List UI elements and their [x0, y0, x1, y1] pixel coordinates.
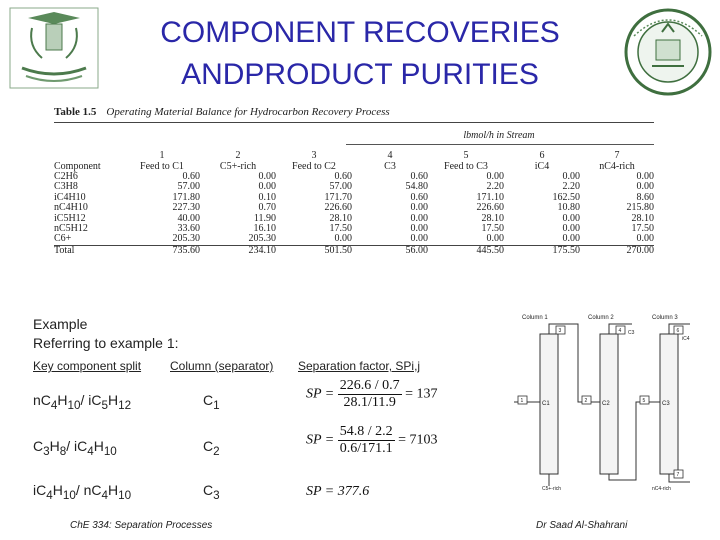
- eq-denominator: 0.6/171.1: [339, 441, 393, 456]
- flow-value: 33.60: [177, 223, 200, 235]
- flow-value: 227.30: [172, 202, 200, 214]
- stream-tag: 1: [520, 398, 524, 404]
- flow-value: 735.60: [124, 245, 200, 256]
- flow-value: 57.00: [329, 181, 352, 193]
- stream-tag: 4: [618, 328, 622, 334]
- split-part: / iC: [66, 438, 88, 454]
- component-name: nC4H10: [54, 202, 88, 214]
- flow-value: 171.10: [476, 191, 504, 203]
- flow-value: 0.00: [562, 223, 580, 235]
- eq-lhs: SP =: [306, 386, 335, 402]
- component-name: C2H6: [54, 171, 78, 182]
- eq-lhs: SP = 377.6: [306, 484, 370, 499]
- flow-value: 11.90: [253, 212, 276, 224]
- column-label: Column 1: [522, 315, 548, 321]
- flow-value: 57.00: [177, 181, 200, 193]
- split-sub: 4: [101, 488, 108, 502]
- column-letter: C: [203, 438, 214, 454]
- output-label: nC4-rich: [652, 486, 671, 490]
- component-name: iC5H12: [54, 212, 86, 224]
- flow-value: 171.80: [172, 191, 200, 203]
- key-component-split: [33, 482, 131, 502]
- flow-value: 0.00: [410, 212, 428, 224]
- eq-numerator: 226.6 / 0.7: [339, 378, 400, 393]
- stream-number-row: [54, 150, 654, 161]
- column-header: Component: [54, 161, 101, 172]
- column-name: C2: [602, 401, 610, 407]
- split-sub: 4: [46, 488, 53, 502]
- flow-value: 0.00: [636, 181, 654, 193]
- output-label: C5+-rich: [542, 486, 562, 490]
- column-header: Feed to C1: [140, 161, 184, 172]
- split-sub: 3: [43, 444, 50, 458]
- column-label: Column 3: [652, 315, 678, 321]
- flow-value: 0.00: [562, 171, 580, 182]
- flow-value: 0.60: [410, 171, 428, 182]
- split-sub: 12: [118, 398, 132, 412]
- header-separation-factor: Separation factor, SPi,j: [298, 359, 421, 373]
- eq-fraction: [338, 424, 395, 457]
- department-logo-right: [622, 6, 714, 98]
- column-name: C1: [542, 401, 550, 407]
- separation-factor-equation: [306, 424, 438, 457]
- column-separator: [203, 482, 220, 502]
- split-sub: 5: [101, 398, 108, 412]
- flow-value: 17.50: [631, 223, 654, 235]
- table-row: [54, 234, 654, 245]
- stream-number: 6: [539, 150, 545, 161]
- table-number: Table 1.5: [54, 106, 97, 118]
- split-part: H: [107, 482, 119, 498]
- column-separator: [203, 392, 220, 412]
- table-caption: [54, 106, 390, 118]
- component-name: iC4H10: [54, 191, 86, 203]
- flow-value: 17.50: [481, 223, 504, 235]
- eq-fraction: [338, 378, 402, 411]
- key-component-split: [33, 392, 131, 412]
- split-part: C: [33, 438, 44, 454]
- flow-value: 54.80: [405, 181, 428, 193]
- column-separator: [203, 438, 220, 458]
- flow-value: 28.10: [481, 212, 504, 224]
- flow-value: 10.80: [557, 202, 580, 214]
- column-number: 2: [213, 444, 220, 458]
- column-number: 3: [213, 488, 220, 502]
- example-label: Example: [33, 316, 88, 332]
- flow-value: 215.80: [626, 202, 654, 214]
- split-part: / nC: [75, 482, 102, 498]
- table-units: lbmol/h in Stream: [463, 130, 535, 141]
- flow-value: 0.00: [258, 181, 276, 193]
- header-column-separator: Column (separator): [170, 359, 274, 373]
- flow-value: 2.20: [486, 181, 504, 193]
- split-sub: 4: [87, 444, 94, 458]
- flow-value: 0.00: [562, 212, 580, 224]
- separation-factor-equation: [306, 378, 438, 411]
- flow-value: 40.00: [177, 212, 200, 224]
- flow-value: 445.50: [428, 245, 504, 256]
- stream-tag: 3: [558, 328, 562, 334]
- stream-tag: 6: [676, 328, 680, 334]
- split-part: / iC: [80, 392, 102, 408]
- flow-value: 0.70: [258, 202, 276, 214]
- flow-value: 175.50: [504, 245, 580, 256]
- header-key-component-split: Key component split: [33, 359, 142, 373]
- stream-number: 3: [311, 150, 317, 161]
- split-sub: 10: [118, 488, 132, 502]
- footer-course: ChE 334: Separation Processes: [70, 520, 213, 531]
- stream-number: 2: [235, 150, 241, 161]
- flow-value: 0.10: [258, 191, 276, 203]
- split-sub: 4: [50, 398, 58, 412]
- flow-value: 0.00: [410, 202, 428, 214]
- column-letter: C: [203, 482, 214, 498]
- flow-value: 0.00: [410, 233, 428, 245]
- flow-value: 234.10: [200, 245, 276, 256]
- stream-tag: 7: [676, 472, 680, 478]
- flow-value: 16.10: [253, 223, 276, 235]
- flow-value: 0.00: [486, 233, 504, 245]
- flow-value: 0.00: [636, 171, 654, 182]
- stream-number: 1: [159, 150, 165, 161]
- column-header: C3: [384, 161, 396, 172]
- slide-title-line2: ANDPRODUCT PURITIES: [181, 58, 539, 91]
- flow-value: 8.60: [636, 191, 654, 203]
- column-name: C3: [662, 401, 670, 407]
- flow-value: 0.00: [258, 171, 276, 182]
- column-letter: C: [203, 392, 214, 408]
- example-reference: Referring to example 1:: [33, 335, 179, 351]
- eq-denominator: 28.1/11.9: [343, 395, 396, 410]
- slide-title-line1: COMPONENT RECOVERIES: [160, 16, 560, 49]
- eq-lhs: SP =: [306, 432, 335, 448]
- column-header: Feed to C2: [292, 161, 336, 172]
- flow-value: 28.10: [631, 212, 654, 224]
- flow-value: 270.00: [580, 245, 654, 256]
- stream-tag: 2: [584, 398, 588, 404]
- split-sub: 10: [62, 488, 76, 502]
- component-name: C6+: [54, 233, 72, 245]
- table-caption-text: Operating Material Balance for Hydrocarbon Recovery Process: [106, 106, 390, 118]
- split-part: H: [49, 438, 60, 454]
- flow-value: 0.60: [334, 171, 352, 182]
- footer-author: Dr Saad Al-Shahrani: [536, 520, 628, 531]
- split-part: H: [93, 438, 104, 454]
- university-logo-left: [8, 6, 100, 90]
- flow-value: 28.10: [329, 212, 352, 224]
- column-header: C5+-rich: [219, 161, 257, 172]
- flow-value: 0.60: [182, 171, 200, 182]
- table-top-rule: [54, 122, 654, 123]
- stream-number: 5: [463, 150, 469, 161]
- output-label: iC4: [682, 336, 690, 342]
- split-part: H: [107, 392, 119, 408]
- key-component-split: [33, 438, 117, 458]
- split-part: H: [57, 392, 68, 408]
- flow-value: 17.50: [329, 223, 352, 235]
- column-number: 1: [213, 398, 220, 412]
- flow-value: 162.50: [552, 191, 580, 203]
- component-name: C3H8: [54, 181, 78, 193]
- flow-value: 0.00: [334, 233, 352, 245]
- split-sub: 10: [103, 444, 117, 458]
- flow-value: 171.70: [324, 191, 352, 203]
- column-label: Column 2: [588, 315, 614, 321]
- column-header: nC4-rich: [599, 161, 635, 172]
- flow-value: 0.60: [410, 191, 428, 203]
- split-part: H: [52, 482, 63, 498]
- flow-value: 0.00: [486, 171, 504, 182]
- flow-value: 205.30: [172, 233, 200, 245]
- table-units-rule: [346, 144, 654, 145]
- flow-value: 205.30: [248, 233, 276, 245]
- flow-value: 0.00: [410, 223, 428, 235]
- table-total-row: [54, 245, 654, 256]
- flow-value: 0.00: [636, 233, 654, 245]
- split-part: iC: [33, 482, 47, 498]
- stream-tag: 5: [642, 398, 646, 404]
- flow-value: 2.20: [562, 181, 580, 193]
- flow-value: 226.60: [324, 202, 352, 214]
- column-header: iC4: [534, 161, 550, 172]
- stream-number: 7: [614, 150, 620, 161]
- material-balance-table: [54, 106, 654, 296]
- split-sub: 10: [67, 398, 81, 412]
- split-part: nC: [33, 392, 51, 408]
- column-header: Feed to C3: [444, 161, 488, 172]
- component-name: nC5H12: [54, 223, 88, 235]
- flow-value: 501.50: [276, 245, 352, 256]
- distillation-train-diagram: [512, 310, 692, 490]
- split-sub: 8: [59, 444, 67, 458]
- table-grid: [54, 150, 654, 256]
- eq-result: = 137: [405, 386, 438, 402]
- eq-numerator: 54.8 / 2.2: [339, 424, 393, 439]
- flow-value: 0.00: [562, 233, 580, 245]
- separation-factor-equation: [306, 484, 369, 500]
- eq-result: = 7103: [398, 432, 438, 448]
- component-name: Total: [54, 245, 124, 256]
- stream-number: 4: [387, 150, 393, 161]
- flow-value: 226.60: [476, 202, 504, 214]
- output-label: C3: [628, 330, 635, 336]
- slide-title: [0, 12, 720, 96]
- flow-value: 56.00: [352, 245, 428, 256]
